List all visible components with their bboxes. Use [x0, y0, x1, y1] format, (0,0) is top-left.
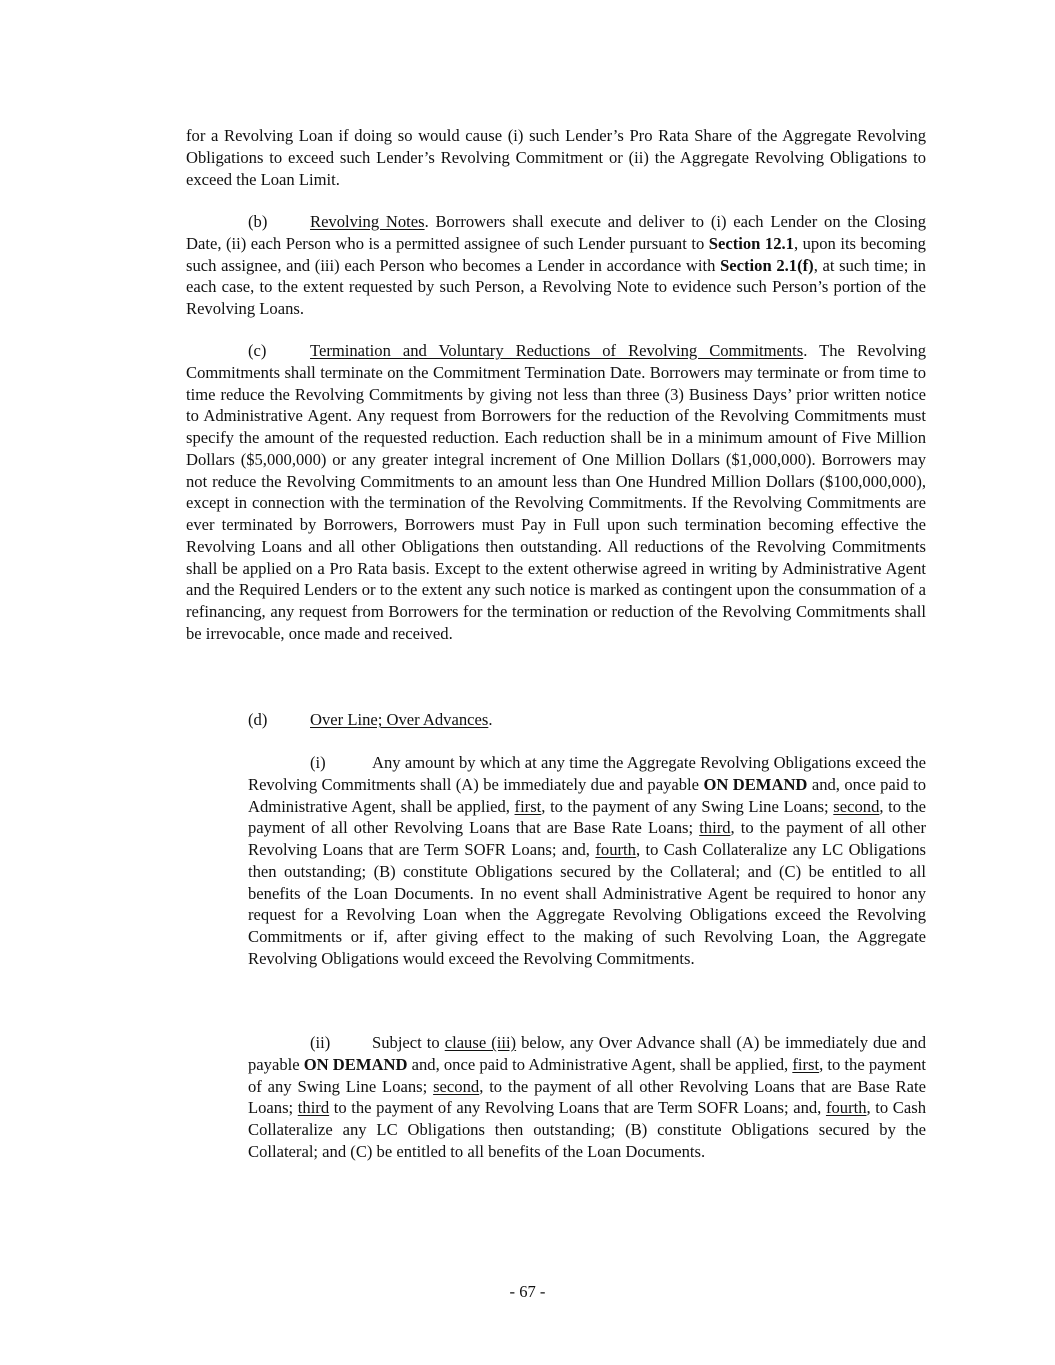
- emphasis: ON DEMAND: [303, 1054, 408, 1074]
- paragraph-text: for a Revolving Loan if doing so would cause (i) such Lender’s Pro Rata Share of the Aggregate Revolving Obligations to exceed such Lender’s Revolving Commitment or (ii) the Aggregate Revolving Obligations to exceed the Loan Limit.: [186, 126, 926, 189]
- paragraph-c: (c) Termination and Voluntary Reductions of Revolving Commitments. The Revolving Commitments shall terminate on the Commitment Termination Date. Borrowers may terminate or from time to time reduce the Revolving Commitments by giving not less than three (3) Business Days’ prior written notice to Administrative Agent. Any request from Borrowers for the reduction of the Revolving Commitments must specify the amount of the requested reduction. Each reduction shall be in a minimum amount of Five Million Dollars ($5,000,000) or any greater integral increment of One Million Dollars ($1,000,000). Borrowers may not reduce the Revolving Commitments to an amount less than One Hundred Million Dollars ($100,000,000), except in connection with the termination of the Revolving Commitments. If the Revolving Commitments are ever terminated by Borrowers, Borrowers must Pay in Full upon such termination becoming effective the Revolving Loans and all other Obligations then outstanding. All reductions of the Revolving Commitments shall be applied on a Pro Rata basis. Except to the extent otherwise agreed in writing by Administrative Agent and the Required Lenders or to the extent any such notice is marked as contingent upon the consummation of a refinancing, any request from Borrowers for the termination or reduction of the Revolving Commitments shall be irrevocable, once made and received.: [186, 341, 926, 643]
- paragraph-d: (d) Over Line; Over Advances.: [248, 710, 493, 729]
- paragraph-label: (d): [248, 710, 268, 729]
- section-heading: Over Line; Over Advances: [310, 710, 489, 729]
- paragraph-label: (ii): [310, 1033, 331, 1052]
- cross-reference: Section 2.1(f): [720, 255, 814, 275]
- section-heading: Revolving Notes: [310, 212, 425, 231]
- paragraph-d-ii: (ii) Subject to clause (iii) below, any Over Advance shall (A) be immediately due and payable ON DEMAND and, once paid to Administrative Agent, shall be applied, first, to the payment of any Swing Line Loans; second, to the payment of all other Revolving Loans that are Base Rate Loans; third to the payment of any Revolving Loans that are Term SOFR Loans; and, fourth, to Cash Collateralize any LC Obligations then outstanding; (B) constitute Obligations secured by the Collateral; and (C) be entitled to all benefits of the Loan Documents.: [248, 1033, 927, 1161]
- cross-reference: clause (iii): [444, 1033, 517, 1052]
- emphasis: ON DEMAND: [703, 774, 808, 794]
- page-number: - 67 -: [509, 1282, 546, 1301]
- section-heading: Termination and Voluntary Reductions of Revolving Commitments: [310, 341, 804, 360]
- paragraph-label: (b): [248, 212, 268, 231]
- paragraph-label: (c): [248, 341, 267, 360]
- paragraph-b: (b) Revolving Notes. Borrowers shall execute and deliver to (i) each Lender on the Closing Date, (ii) each Person who is a permitted assignee of such Lender pursuant to Section 12.1, upon its becoming such assignee, and (iii) each Person who becomes a Lender in accordance with Section 2.1(f), at such time; in each case, to the extent requested by such Person, a Revolving Note to evidence such Person’s portion of the Revolving Loans.: [186, 212, 927, 318]
- paragraph-d-i: (i) Any amount by which at any time the Aggregate Revolving Obligations exceed the Revolving Commitments shall (A) be immediately due and payable ON DEMAND and, once paid to Administrative Agent, shall be applied, first, to the payment of any Swing Line Loans; second, to the payment of all other Revolving Loans that are Base Rate Loans; third, to the payment of all other Revolving Loans that are Term SOFR Loans; and, fourth, to Cash Collateralize any LC Obligations then outstanding; (B) constitute Obligations secured by the Collateral; and (C) be entitled to all benefits of the Loan Documents. In no event shall Administrative Agent be required to honor any request for a Revolving Loan when the Aggregate Revolving Obligations exceed the Revolving Commitments or if, after giving effect to the making of such Revolving Loan, the Aggregate Revolving Obligations would exceed the Revolving Commitments.: [248, 753, 927, 968]
- paragraph-label: (i): [310, 753, 326, 772]
- cross-reference: Section 12.1: [708, 233, 794, 253]
- paragraph-a-continuation: [186, 125, 926, 190]
